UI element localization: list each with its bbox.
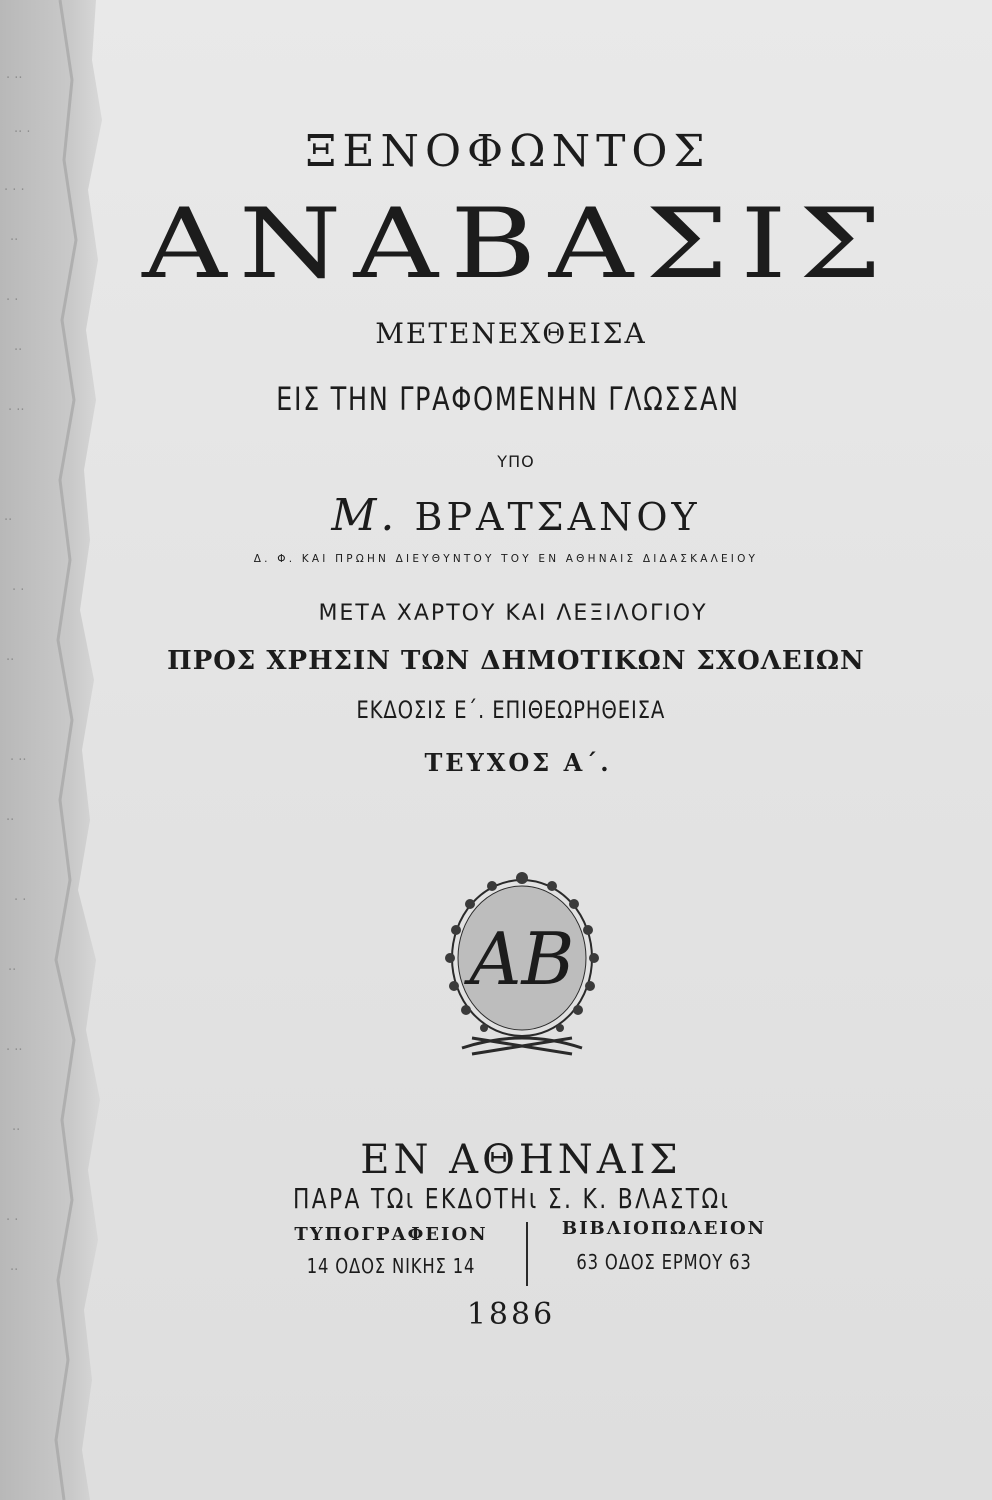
- bookshop-address: 63 ΟΔΟΣ ΕΡΜΟΥ 63: [576, 1250, 752, 1274]
- svg-text:..: ..: [4, 509, 13, 524]
- author-name: ΞΕΝΟΦΩΝΤΟΣ: [305, 126, 711, 177]
- volume-line: ΤΕΥΧΟΣ Α΄.: [424, 748, 612, 777]
- intended-use-line: ΠΡΟΣ ΧΡΗΣΙΝ ΤΩΝ ΔΗΜΟΤΙΚΩΝ ΣΧΟΛΕΙΩΝ: [167, 646, 865, 676]
- subtitle-line-2: ΕΙΣ ΤΗΝ ΓΡΑΦΟΜΕΝΗΝ ΓΛΩΣΣΑΝ: [276, 380, 740, 418]
- imprint-divider: [526, 1222, 528, 1286]
- translator-initial: Μ.: [331, 490, 399, 541]
- svg-text:..: ..: [12, 1119, 21, 1134]
- emblem-monogram: ΑΒ: [469, 917, 575, 1001]
- svg-text:. . .: . . .: [4, 179, 25, 194]
- svg-text:.. .: .. .: [14, 121, 31, 136]
- subtitle-line-1: ΜΕΤΕΝΕΧΘΕΙΣΑ: [375, 317, 647, 350]
- svg-text:..: ..: [6, 649, 15, 664]
- svg-text:. .: . .: [12, 579, 25, 594]
- svg-text:. ..: . ..: [6, 67, 23, 82]
- book-title: ΑΝΑΒΑΣΙΣ: [142, 188, 894, 300]
- imprint-city: ΕΝ ΑΘΗΝΑΙΣ: [360, 1137, 682, 1183]
- svg-text:. .: . .: [14, 889, 27, 904]
- translator-credentials: Δ. Φ. ΚΑΙ ΠΡΩΗΝ ΔΙΕΥΘΥΝΤΟΥ ΤΟΥ ΕΝ ΑΘΗΝΑΙΣ ΔΙΔΑΣΚΑΛΕΙΟΥ: [253, 553, 759, 565]
- publication-year: 1886: [466, 1297, 556, 1332]
- svg-text:. .: . .: [6, 1209, 19, 1224]
- translator-name: ΒΡΑΤΣΑΝΟΥ: [414, 495, 701, 539]
- svg-text:..: ..: [10, 229, 19, 244]
- bookshop-label: ΒΙΒΛΙΟΠΩΛΕΙΟΝ: [561, 1218, 767, 1239]
- by-label: ΥΠΟ: [497, 452, 535, 471]
- svg-text:. .: . .: [6, 289, 19, 304]
- svg-text:. ..: . ..: [6, 1039, 23, 1054]
- printing-house-address: 14 ΟΔΟΣ ΝΙΚΗΣ 14: [306, 1254, 476, 1278]
- svg-text:..: ..: [10, 1259, 19, 1274]
- svg-text:..: ..: [14, 339, 23, 354]
- translator: [0, 490, 992, 541]
- imprint-publisher: ΠΑΡΑ ΤΩι ΕΚΔΟΤΗι Σ. Κ. ΒΛΑΣΤΩι: [292, 1182, 731, 1215]
- with-map-line: ΜΕΤΑ ΧΑΡΤΟΥ ΚΑΙ ΛΕΞΙΛΟΓΙΟΥ: [318, 601, 708, 626]
- svg-text:..: ..: [6, 809, 15, 824]
- svg-text:..: ..: [8, 959, 17, 974]
- svg-text:. ..: . ..: [10, 749, 27, 764]
- edition-line: ΕΚΔΟΣΙΣ Ε΄. ΕΠΙΘΕΩΡΗΘΕΙΣΑ: [356, 696, 666, 724]
- printing-house-label: ΤΥΠΟΓΡΑΦΕΙΟΝ: [294, 1224, 488, 1245]
- svg-text:. ..: . ..: [8, 399, 25, 414]
- publisher-emblem-icon: [432, 860, 612, 1060]
